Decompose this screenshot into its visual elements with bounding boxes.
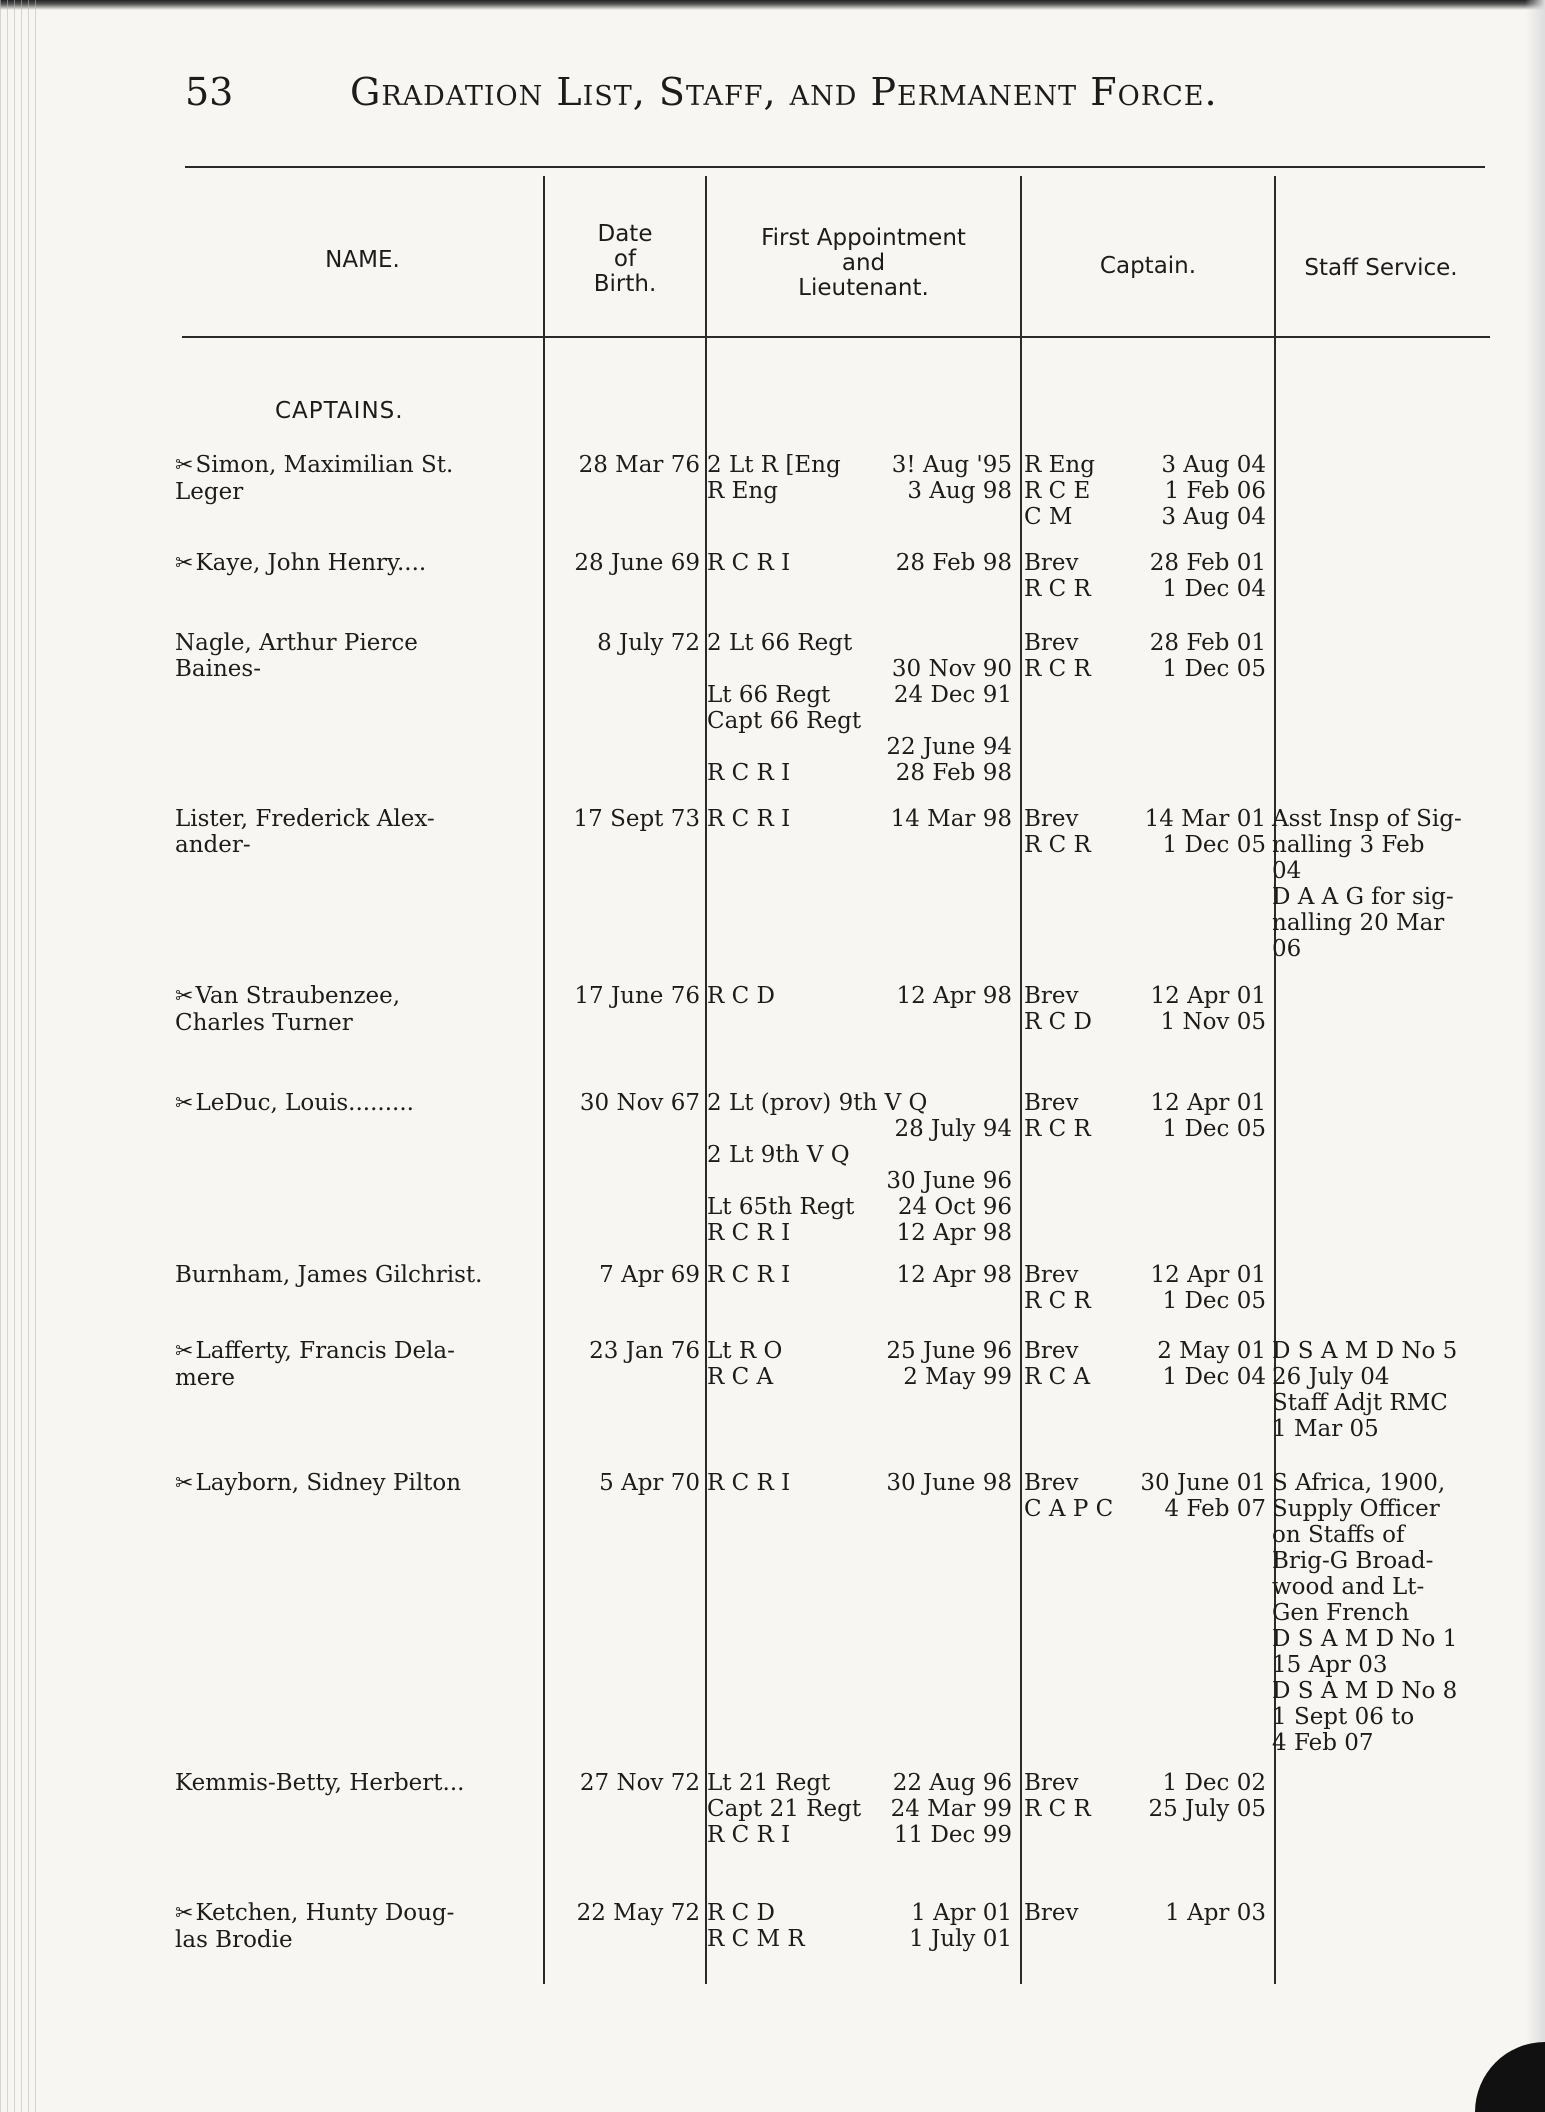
officer-name	[175, 983, 540, 1036]
appointment-unit: Lt 66 Regt	[707, 682, 831, 708]
captain-date: 1 Dec 05	[1162, 1116, 1266, 1142]
captain-unit: R C E	[1024, 478, 1091, 504]
captain-line	[1024, 1009, 1266, 1035]
captain-date: 1 Dec 05	[1162, 832, 1266, 858]
appointment-unit: Capt 21 Regt	[707, 1796, 862, 1822]
section-title: CAPTAINS.	[275, 398, 404, 424]
officer-name-text: Van Straubenzee, Charles Turner	[175, 983, 401, 1036]
first-appointment	[707, 1900, 1012, 1952]
captain-unit: R C R	[1024, 576, 1091, 602]
column-divider	[1020, 176, 1022, 1984]
captain-date: 1 Dec 04	[1162, 1364, 1266, 1390]
captain-unit: R C R	[1024, 656, 1091, 682]
captain-date: 1 Dec 05	[1162, 1288, 1266, 1314]
column-divider	[543, 176, 545, 1984]
captain-line	[1024, 630, 1266, 656]
appointment-line	[707, 708, 1012, 734]
page-right-edge	[1525, 0, 1545, 2112]
captain-line	[1024, 806, 1266, 832]
appointment-unit: R C R I	[707, 1470, 791, 1496]
captain-unit: Brev	[1024, 983, 1079, 1009]
first-appointment	[707, 806, 1012, 832]
column-divider	[705, 176, 707, 1984]
captain-date: 25 July 05	[1148, 1796, 1266, 1822]
captain-line	[1024, 504, 1266, 530]
appointment-date: 28 July 94	[894, 1116, 1012, 1142]
appointment-unit: 2 Lt 9th V Q	[707, 1142, 850, 1168]
officer-name-text: LeDuc, Louis.........	[195, 1090, 414, 1116]
appointment-line	[707, 1090, 1012, 1116]
appointment-line	[707, 656, 1012, 682]
appointment-line	[707, 452, 1012, 478]
captain-date: 12 Apr 01	[1150, 1262, 1266, 1288]
staff-service: D S A M D No 5 26 July 04 Staff Adjt RMC 1 Mar 05	[1272, 1338, 1458, 1442]
captain-rank	[1024, 1470, 1266, 1522]
captain-date: 2 May 01	[1157, 1338, 1266, 1364]
appointment-line	[707, 1822, 1012, 1848]
appointment-line	[707, 806, 1012, 832]
appointment-unit: R C R I	[707, 806, 791, 832]
captain-rank	[1024, 806, 1266, 858]
appointment-line	[707, 1470, 1012, 1496]
appointment-line	[707, 1262, 1012, 1288]
captain-unit: R C R	[1024, 1288, 1091, 1314]
officer-name-text: Ketchen, Hunty Doug- las Brodie	[175, 1900, 455, 1953]
captain-unit: C A P C	[1024, 1496, 1114, 1522]
captain-rank	[1024, 1262, 1266, 1314]
captain-date: 1 Dec 04	[1162, 576, 1266, 602]
first-appointment	[707, 1470, 1012, 1496]
captain-unit: Brev	[1024, 1262, 1079, 1288]
appointment-line	[707, 1338, 1012, 1364]
captain-unit: Brev	[1024, 1090, 1079, 1116]
captain-date: 1 Apr 03	[1165, 1900, 1266, 1926]
officer-name	[175, 550, 540, 577]
captain-unit: Brev	[1024, 550, 1079, 576]
appointment-line	[707, 1364, 1012, 1390]
appointment-line	[707, 1194, 1012, 1220]
captain-line	[1024, 832, 1266, 858]
captain-rank	[1024, 1090, 1266, 1142]
appointment-line	[707, 734, 1012, 760]
appointment-line	[707, 1926, 1012, 1952]
first-appointment	[707, 1338, 1012, 1390]
officer-name	[175, 806, 540, 858]
first-appointment	[707, 1262, 1012, 1288]
captain-line	[1024, 1796, 1266, 1822]
captain-rank	[1024, 550, 1266, 602]
captain-date: 12 Apr 01	[1150, 1090, 1266, 1116]
captain-unit: R C A	[1024, 1364, 1091, 1390]
first-appointment	[707, 1090, 1012, 1246]
captain-unit: Brev	[1024, 1470, 1079, 1496]
appointment-line	[707, 1796, 1012, 1822]
captain-rank	[1024, 1900, 1266, 1926]
captain-line	[1024, 1262, 1266, 1288]
appointment-unit: R C A	[707, 1364, 774, 1390]
date-of-birth: 30 Nov 67	[579, 1090, 700, 1116]
scissors-mark-icon: ✂	[175, 1901, 194, 1926]
date-of-birth: 5 Apr 70	[599, 1470, 700, 1496]
captain-unit: Brev	[1024, 1338, 1079, 1364]
appointment-unit: R C R I	[707, 550, 791, 576]
captain-line	[1024, 656, 1266, 682]
appointment-date: 30 June 96	[886, 1168, 1012, 1194]
appointment-date: 25 June 96	[886, 1338, 1012, 1364]
officer-name	[175, 1262, 540, 1288]
captain-date: 1 Dec 02	[1162, 1770, 1266, 1796]
appointment-unit: 2 Lt (prov) 9th V Q	[707, 1090, 928, 1116]
first-appointment	[707, 1770, 1012, 1848]
appointment-line	[707, 760, 1012, 786]
appointment-line	[707, 550, 1012, 576]
officer-name	[175, 1090, 540, 1117]
date-of-birth: 7 Apr 69	[599, 1262, 700, 1288]
appointment-line	[707, 1900, 1012, 1926]
appointment-date: 28 Feb 98	[895, 760, 1012, 786]
captain-unit: R C R	[1024, 1116, 1091, 1142]
page-title: Gradation List, Staff, and Permanent Force.	[350, 70, 1218, 114]
date-of-birth: 17 Sept 73	[573, 806, 700, 832]
appointment-date: 2 May 99	[903, 1364, 1012, 1390]
appointment-date: 1 July 01	[909, 1926, 1012, 1952]
appointment-date: 14 Mar 98	[890, 806, 1012, 832]
appointment-date: 24 Mar 99	[890, 1796, 1012, 1822]
scissors-mark-icon: ✂	[175, 1339, 194, 1364]
appointment-line	[707, 1168, 1012, 1194]
appointment-line	[707, 1220, 1012, 1246]
appointment-line	[707, 1770, 1012, 1796]
officer-name-text: Kemmis-Betty, Herbert...	[175, 1770, 465, 1796]
officer-name	[175, 1900, 540, 1953]
date-of-birth: 22 May 72	[576, 1900, 700, 1926]
captain-unit: Brev	[1024, 1900, 1079, 1926]
captain-line	[1024, 1470, 1266, 1496]
appointment-line	[707, 478, 1012, 504]
appointment-line	[707, 983, 1012, 1009]
column-header-name: NAME.	[325, 247, 400, 273]
scissors-mark-icon: ✂	[175, 984, 194, 1009]
officer-name	[175, 1338, 540, 1391]
captain-line	[1024, 1770, 1266, 1796]
captain-line	[1024, 1364, 1266, 1390]
appointment-date: 1 Apr 01	[911, 1900, 1012, 1926]
appointment-unit: R C R I	[707, 1262, 791, 1288]
captain-line	[1024, 1090, 1266, 1116]
appointment-unit: R C M R	[707, 1926, 805, 1952]
date-of-birth: 28 Mar 76	[578, 452, 700, 478]
scissors-mark-icon: ✂	[175, 551, 194, 576]
captain-date: 3 Aug 04	[1161, 504, 1266, 530]
appointment-unit: R C R I	[707, 1220, 791, 1246]
captain-unit: Brev	[1024, 806, 1079, 832]
captain-date: 12 Apr 01	[1150, 983, 1266, 1009]
appointment-unit: 2 Lt 66 Regt	[707, 630, 853, 656]
appointment-date: 11 Dec 99	[893, 1822, 1012, 1848]
captain-line	[1024, 576, 1266, 602]
captain-line	[1024, 478, 1266, 504]
captain-unit: Brev	[1024, 630, 1079, 656]
appointment-unit: R Eng	[707, 478, 778, 504]
appointment-unit: R C D	[707, 983, 775, 1009]
captain-date: 28 Feb 01	[1149, 550, 1266, 576]
captain-rank	[1024, 1338, 1266, 1390]
captain-unit: R C R	[1024, 832, 1091, 858]
captain-date: 30 June 01	[1140, 1470, 1266, 1496]
captain-line	[1024, 550, 1266, 576]
staff-service: S Africa, 1900, Supply Officer on Staffs of Brig-G Broad- wood and Lt- Gen French D S A M D No 1 15 Apr 03 D S A M D No 8 1 Sept 06 to 4 Feb 07	[1272, 1470, 1458, 1756]
captain-date: 14 Mar 01	[1144, 806, 1266, 832]
captain-rank	[1024, 983, 1266, 1035]
header-bottom-rule	[182, 336, 1490, 338]
page-number: 53	[185, 70, 234, 114]
appointment-date: 30 June 98	[886, 1470, 1012, 1496]
column-header-dob: Date of Birth.	[593, 221, 657, 297]
appointment-line	[707, 1116, 1012, 1142]
date-of-birth: 28 June 69	[574, 550, 700, 576]
officer-name	[175, 630, 540, 682]
appointment-date: 30 Nov 90	[891, 656, 1012, 682]
captain-line	[1024, 1116, 1266, 1142]
captain-rank	[1024, 630, 1266, 682]
scissors-mark-icon: ✂	[175, 1091, 194, 1116]
captain-line	[1024, 1338, 1266, 1364]
captain-line	[1024, 1288, 1266, 1314]
appointment-unit: R C R I	[707, 1822, 791, 1848]
captain-rank	[1024, 452, 1266, 530]
scissors-mark-icon: ✂	[175, 453, 194, 478]
officer-name-text: Layborn, Sidney Pilton	[195, 1470, 462, 1496]
appointment-date: 12 Apr 98	[896, 1262, 1012, 1288]
date-of-birth: 17 June 76	[574, 983, 700, 1009]
officer-name-text: Nagle, Arthur Pierce Baines-	[175, 630, 418, 682]
captain-date: 3 Aug 04	[1161, 452, 1266, 478]
scissors-mark-icon: ✂	[175, 1471, 194, 1496]
appointment-date: 22 June 94	[886, 734, 1012, 760]
column-header-captain: Captain.	[1099, 253, 1197, 279]
officer-name-text: Lister, Frederick Alex- ander-	[175, 806, 435, 858]
captain-unit: Brev	[1024, 1770, 1079, 1796]
appointment-unit: Lt 21 Regt	[707, 1770, 831, 1796]
appointment-date: 3! Aug '95	[891, 452, 1012, 478]
officer-name	[175, 1770, 540, 1796]
first-appointment	[707, 983, 1012, 1009]
first-appointment	[707, 452, 1012, 504]
captain-line	[1024, 983, 1266, 1009]
officer-name-text: Kaye, John Henry....	[195, 550, 427, 576]
captain-line	[1024, 1900, 1266, 1926]
appointment-date: 24 Dec 91	[893, 682, 1012, 708]
appointment-unit: Lt 65th Regt	[707, 1194, 855, 1220]
appointment-line	[707, 682, 1012, 708]
appointment-date: 12 Apr 98	[896, 1220, 1012, 1246]
first-appointment	[707, 630, 1012, 786]
captain-rank	[1024, 1770, 1266, 1822]
appointment-unit: Lt R O	[707, 1338, 783, 1364]
captain-date: 1 Feb 06	[1164, 478, 1266, 504]
captain-line	[1024, 1496, 1266, 1522]
appointment-line	[707, 630, 1012, 656]
appointment-date: 24 Oct 96	[897, 1194, 1012, 1220]
officer-name	[175, 452, 540, 505]
captain-unit: R C D	[1024, 1009, 1092, 1035]
captain-unit: R Eng	[1024, 452, 1095, 478]
date-of-birth: 27 Nov 72	[579, 1770, 700, 1796]
page-binding-edge	[0, 0, 42, 2112]
officer-name-text: Simon, Maximilian St. Leger	[175, 452, 454, 505]
page-top-edge	[0, 0, 1545, 10]
column-header-appointment: First Appointment and Lieutenant.	[761, 225, 966, 301]
first-appointment	[707, 550, 1012, 576]
captain-unit: R C R	[1024, 1796, 1091, 1822]
officer-name-text: Burnham, James Gilchrist.	[175, 1262, 483, 1288]
appointment-line	[707, 1142, 1012, 1168]
page-corner-shadow	[1475, 2042, 1545, 2112]
captain-unit: C M	[1024, 504, 1073, 530]
appointment-unit: R C D	[707, 1900, 775, 1926]
officer-name	[175, 1470, 540, 1497]
appointment-date: 3 Aug 98	[907, 478, 1012, 504]
appointment-date: 12 Apr 98	[896, 983, 1012, 1009]
date-of-birth: 23 Jan 76	[589, 1338, 700, 1364]
table-top-rule	[185, 166, 1485, 168]
appointment-unit: Capt 66 Regt	[707, 708, 862, 734]
captain-date: 28 Feb 01	[1149, 630, 1266, 656]
appointment-date: 28 Feb 98	[895, 550, 1012, 576]
officer-name-text: Lafferty, Francis Dela- mere	[175, 1338, 455, 1391]
staff-service: Asst Insp of Sig- nalling 3 Feb 04 D A A G for sig- nalling 20 Mar 06	[1272, 806, 1462, 962]
column-header-staff: Staff Service.	[1304, 255, 1458, 281]
captain-date: 4 Feb 07	[1164, 1496, 1266, 1522]
date-of-birth: 8 July 72	[597, 630, 700, 656]
appointment-unit: R C R I	[707, 760, 791, 786]
appointment-date: 22 Aug 96	[892, 1770, 1012, 1796]
appointment-unit: 2 Lt R [Eng	[707, 452, 841, 478]
captain-line	[1024, 452, 1266, 478]
captain-date: 1 Dec 05	[1162, 656, 1266, 682]
captain-date: 1 Nov 05	[1160, 1009, 1266, 1035]
